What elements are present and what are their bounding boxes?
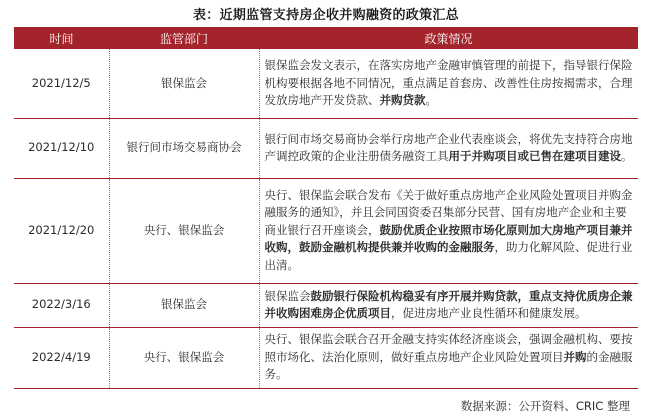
header-date: 时间 xyxy=(14,27,109,49)
policy-highlight: 用于并购项目或已售在建项目建设 xyxy=(448,149,621,163)
table-row xyxy=(14,49,638,118)
policy-text: ，助力化解风险、促进行业出清。 xyxy=(264,240,633,272)
policy-highlight: 并购 xyxy=(563,349,587,364)
table-row xyxy=(14,118,638,178)
row-policy xyxy=(259,49,638,118)
policy-text: ，促进房地产业良性循环和健康发展。 xyxy=(391,306,587,320)
table-row xyxy=(14,283,638,327)
policy-table xyxy=(14,27,638,389)
row-dept: 银行间市场交易商协会 xyxy=(109,118,259,178)
header-dept: 监管部门 xyxy=(109,27,259,49)
policy-text: 央行、银保监会联合召开金融支持实体经济座谈会，强调金融机构、要按照市场化、法治化原则，做好重点房地产企业风险处置项目 xyxy=(264,332,633,364)
row-date: 2021/12/5 xyxy=(14,49,109,118)
policy-text: 银保监会发文表示，在落实房地产金融审慎管理的前提下，指导银行保险机构要根据各地不同情况，重点满足首套房、改善性住房按揭需求，合理发放房地产开发贷款、 xyxy=(264,58,633,107)
row-policy xyxy=(259,327,638,388)
policy-text: 。 xyxy=(621,149,633,163)
policy-highlight: 鼓励银行保险机构稳妥有序开展并购贷款，重点支持优质房企兼并收购困难房企优质项目 xyxy=(264,288,633,320)
row-date: 2021/12/20 xyxy=(14,178,109,283)
policy-text: 。 xyxy=(425,93,437,107)
row-policy xyxy=(259,118,638,178)
data-source-note: 数据来源：公开资料、CRIC 整理 xyxy=(460,399,630,413)
row-policy xyxy=(259,178,638,283)
row-dept: 央行、银保监会 xyxy=(109,327,259,388)
row-dept: 银保监会 xyxy=(109,283,259,327)
header-policy: 政策情况 xyxy=(259,27,638,49)
table-header-row xyxy=(14,27,638,49)
row-policy xyxy=(259,283,638,327)
row-date: 2022/3/16 xyxy=(14,283,109,327)
table-row xyxy=(14,327,638,388)
policy-highlight: 并购贷款 xyxy=(379,93,426,107)
policy-text: 的金融服务。 xyxy=(264,349,633,382)
policy-text: 央行、银保监会联合发布《关于做好重点房地产企业风险处置项目并购金融服务的通知》，并且会同国资委召集部分民营、国有房地产企业和主要商业银行召开座谈会， xyxy=(264,187,633,237)
row-date: 2021/12/10 xyxy=(14,118,109,178)
policy-text: 银行间市场交易商协会举行房地产企业代表座谈会，将优先支持符合房地产调控政策的企业注册债务融资工具 xyxy=(264,131,633,163)
row-dept: 央行、银保监会 xyxy=(109,178,259,283)
table-body xyxy=(14,49,638,388)
row-dept: 银保监会 xyxy=(109,49,259,118)
row-date: 2022/4/19 xyxy=(14,327,109,388)
policy-text: 银保监会 xyxy=(264,288,311,303)
table-title: 表：近期监管支持房企收并购融资的政策汇总 xyxy=(192,8,459,23)
policy-highlight: 鼓励优质企业按照市场化原则加大房地产项目兼并收购，鼓励金融机构提供兼并收购的金融服务 xyxy=(264,222,633,255)
table-row xyxy=(14,178,638,283)
